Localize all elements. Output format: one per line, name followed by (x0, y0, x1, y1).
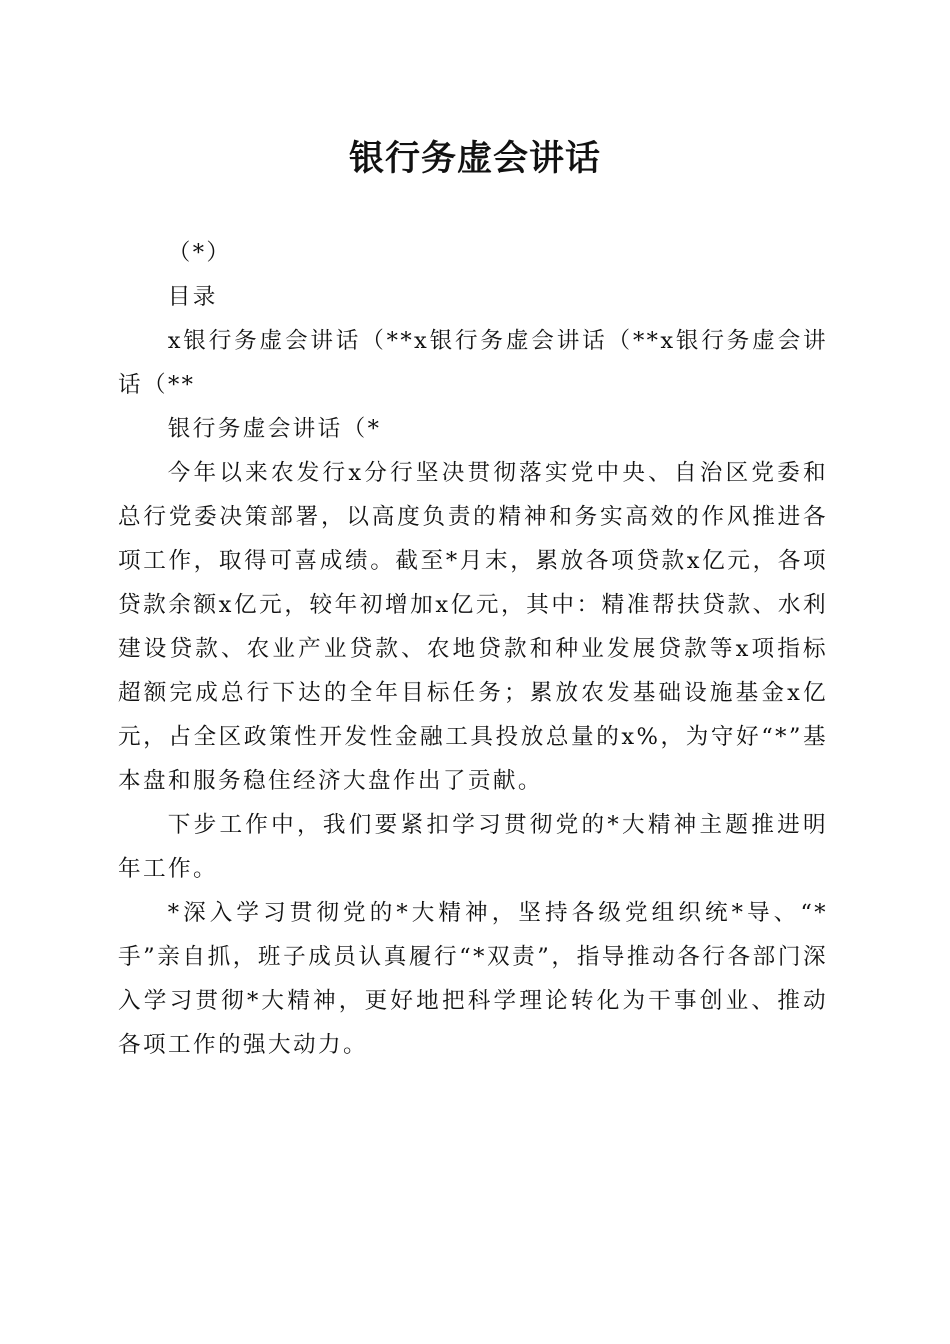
author-placeholder: （*） (167, 240, 232, 266)
document-title: 银行务虚会讲话 (348, 138, 601, 179)
toc-heading: 目录 (167, 284, 218, 310)
section-heading: 银行务虚会讲话（* (167, 416, 382, 442)
toc-entries: x银行务虚会讲话（**x银行务虚会讲话（**x银行务虚会讲话（** (118, 328, 828, 398)
body-paragraph: *深入学习贯彻党的*大精神，坚持各级党组织统*导、“*手”亲自抓，班子成员认真履行“*双责”，指导推动各行各部门深入学习贯彻*大精神，更好地把科学理论转化为干事创业、推动各项工作的强大动力。 (118, 900, 828, 1058)
body-paragraph: 下步工作中，我们要紧扣学习贯彻党的*大精神主题推进明年工作。 (118, 812, 828, 882)
body-paragraph: 今年以来农发行x分行坚决贯彻落实党中央、自治区党委和总行党委决策部署，以高度负责的精神和务实高效的作风推进各项工作，取得可喜成绩。截至*月末，累放各项贷款x亿元，各项贷款余额x亿元，较年初增加x亿元，其中：精准帮扶贷款、水利建设贷款、农业产业贷款、农地贷款和种业发展贷款等x项指标超额完成总行下达的全年目标任务；累放农发基础设施基金x亿元，占全区政策性开发性金融工具投放总量的x%，为守好“*”基本盘和服务稳住经济大盘作出了贡献。 (118, 460, 828, 794)
document-body (118, 231, 828, 1067)
